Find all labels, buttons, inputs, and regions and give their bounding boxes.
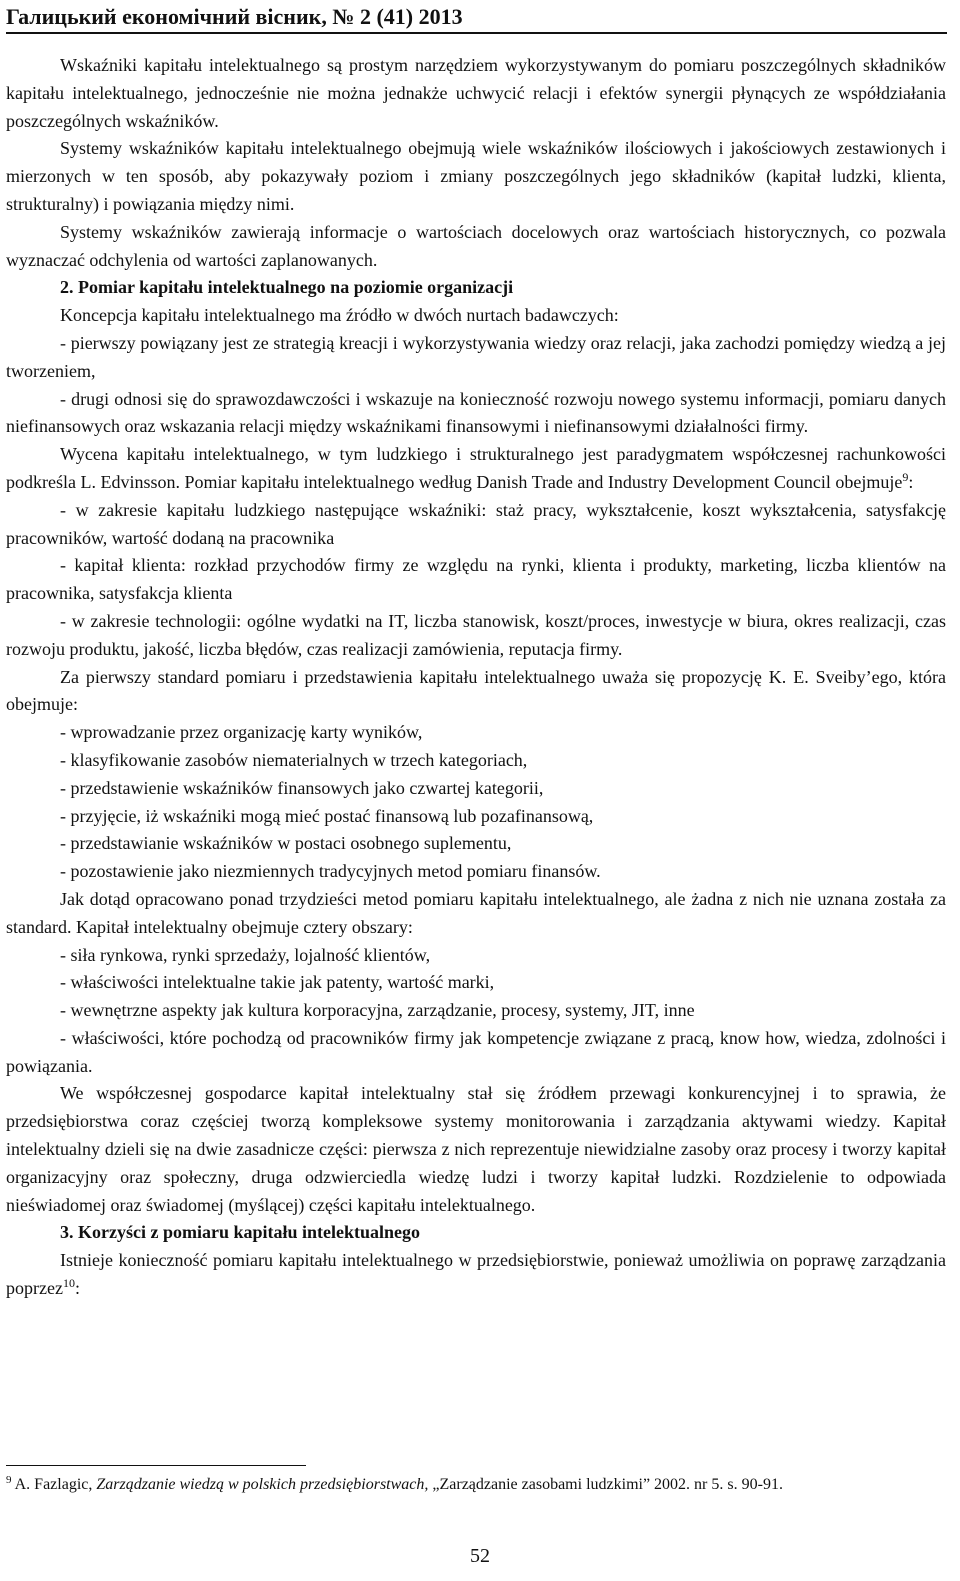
list-item: - w zakresie kapitału ludzkiego następujące wskaźniki: staż pracy, wykształcenie, koszt wykształcenia, satysfakcję pracowników, wartość dodaną na pracownika xyxy=(6,499,946,548)
list-item: - kapitał klienta: rozkład przychodów firmy ze względu na rynki, klienta i produkty, marketing, liczba klientów na pracownika, satysfakcja klienta xyxy=(6,555,946,604)
list-item: - właściwości, które pochodzą od pracowników firmy jak kompetencje związane z pracą, know how, wiedza, zdolności i powiązania. xyxy=(6,1027,946,1076)
paragraph: Wskaźniki kapitału intelektualnego są prostym narzędziem wykorzystywanym do pomiaru poszczególnych składników kapitału intelektualnego, jednocześnie nie można jednakże uchwycić relacji i efektów synergii płynących ze współdziałania poszczególnych wskaźników. xyxy=(6,55,946,131)
list-item: - przyjęcie, iż wskaźniki mogą mieć postać finansową lub pozafinansową, xyxy=(60,805,594,826)
paragraph: We współczesnej gospodarce kapitał intelektualny stał się źródłem przewagi konkurencyjnej i to sprawia, że przedsiębiorstwa coraz częściej tworzą kompleksowe systemy monitorowania i zarządzania aktywami wiedzy. Kapitał intelektualny dzieli się na dwie zasadnicze części: pierwsza z nich reprezentuje niewidzialne zasoby oraz procesy i tworzy kapitał organizacyjny oraz społeczny, druga odzwierciedla wiedzę ludzi i tworzy kapitał ludzki. Rozdzielenie to odpowiada nieświadomej oraz świadomej (myślącej) części kapitału intelektualnego. xyxy=(6,1083,946,1215)
list-item: - pozostawienie jako niezmiennych tradycyjnych metod pomiaru finansów. xyxy=(60,861,601,882)
list-item: - siła rynkowa, rynki sprzedaży, lojalność klientów, xyxy=(60,944,431,965)
paragraph: Systemy wskaźników zawierają informacje o wartościach docelowych oraz wartościach historycznych, co pozwala wyznaczać odchylenia od wartości zaplanowanych. xyxy=(6,221,946,270)
list-item: - przedstawianie wskaźników w postaci osobnego suplementu, xyxy=(60,833,512,854)
list-item: - wprowadzanie przez organizację karty wyników, xyxy=(60,722,423,743)
section-heading: 2. Pomiar kapitału intelektualnego na poziomie organizacji xyxy=(60,277,514,298)
paragraph: Systemy wskaźników kapitału intelektualnego obejmują wiele wskaźników ilościowych i jakościowych zestawionych i mierzonych w ten sposób, aby pokazywały poziom i zmiany poszczególnych jego składników (kapitał ludzki, klienta, strukturalny) i powiązania między nimi. xyxy=(6,138,946,214)
footnote-rule xyxy=(6,1465,306,1466)
paragraph: Jak dotąd opracowano ponad trzydzieści metod pomiaru kapitału intelektualnego, ale żadna z nich nie uznana została za standard. Kapitał intelektualny obejmuje cztery obszary: xyxy=(6,888,946,937)
paragraph-text: Istnieje konieczność pomiaru kapitału intelektualnego w przedsiębiorstwie, ponieważ umożliwia on poprawę zarządzania poprzez xyxy=(6,1250,946,1299)
footnote-entry xyxy=(6,1473,946,1497)
header-rule xyxy=(6,32,947,34)
list-item: - wewnętrzne aspekty jak kultura korporacyjna, zarządzanie, procesy, systemy, JIT, inne xyxy=(60,1000,695,1021)
footnote-title: Zarządzanie wiedzą w polskich przedsiębiorstwach, xyxy=(96,1476,429,1493)
list-item: - właściwości intelektualne takie jak patenty, wartość marki, xyxy=(60,972,495,993)
footnote-ref: 9 xyxy=(902,469,909,484)
list-item: - pierwszy powiązany jest ze strategią kreacji i wykorzystywania wiedzy oraz relacji, jaka zachodzi pomiędzy wiedzą a jej tworzeniem, xyxy=(6,332,946,381)
footnote-text: A. Fazlagic, xyxy=(11,1476,97,1493)
page-number: 52 xyxy=(470,1545,490,1567)
paragraph xyxy=(6,441,946,497)
paragraph-text: : xyxy=(908,471,914,492)
paragraph-text: Wycena kapitału intelektualnego, w tym ludzkiego i strukturalnego jest paradygmatem współczesnej rachunkowości podkreśla L. Edvinsson. Pomiar kapitału intelektualnego według Danish Trade and Industry Development Council obejmuje xyxy=(6,444,946,492)
footnote xyxy=(6,1473,946,1497)
footnote-text: „Zarządzanie zasobami ludzkimi” 2002. nr 5. s. 90-91. xyxy=(428,1476,783,1493)
paragraph: Za pierwszy standard pomiaru i przedstawienia kapitału intelektualnego uważa się propozycję K. E. Sveiby’ego, która obejmuje: xyxy=(6,666,946,715)
article-body xyxy=(6,52,946,1303)
list-item: - w zakresie technologii: ogólne wydatki na IT, liczba stanowisk, koszt/proces, inwestycje w biura, okres realizacji, czas rozwoju produktu, jakość, liczba błędów, czas realizacji zamówienia, reputacja firmy. xyxy=(6,610,946,659)
paragraph xyxy=(6,1247,946,1303)
paragraph-text: : xyxy=(74,1278,80,1299)
running-header: Галицький економічний вісник, № 2 (41) 2013 xyxy=(6,4,463,29)
list-item: - przedstawienie wskaźników finansowych jako czwartej kategorii, xyxy=(60,777,544,798)
list-item: - drugi odnosi się do sprawozdawczości i wskazuje na konieczność rozwoju nowego systemu informacji, pomiaru danych niefinansowych oraz wskazania relacji między wskaźnikami finansowymi i niefinansowymi działalności firmy. xyxy=(6,388,946,437)
section-heading: 3. Korzyści z pomiaru kapitału intelektualnego xyxy=(60,1222,420,1243)
list-item: - klasyfikowanie zasobów niematerialnych w trzech kategoriach, xyxy=(60,749,528,770)
footnote-number: 9 xyxy=(6,1474,12,1486)
paragraph: Koncepcja kapitału intelektualnego ma źródło w dwóch nurtach badawczych: xyxy=(60,305,619,326)
footnote-ref: 10 xyxy=(62,1276,75,1291)
